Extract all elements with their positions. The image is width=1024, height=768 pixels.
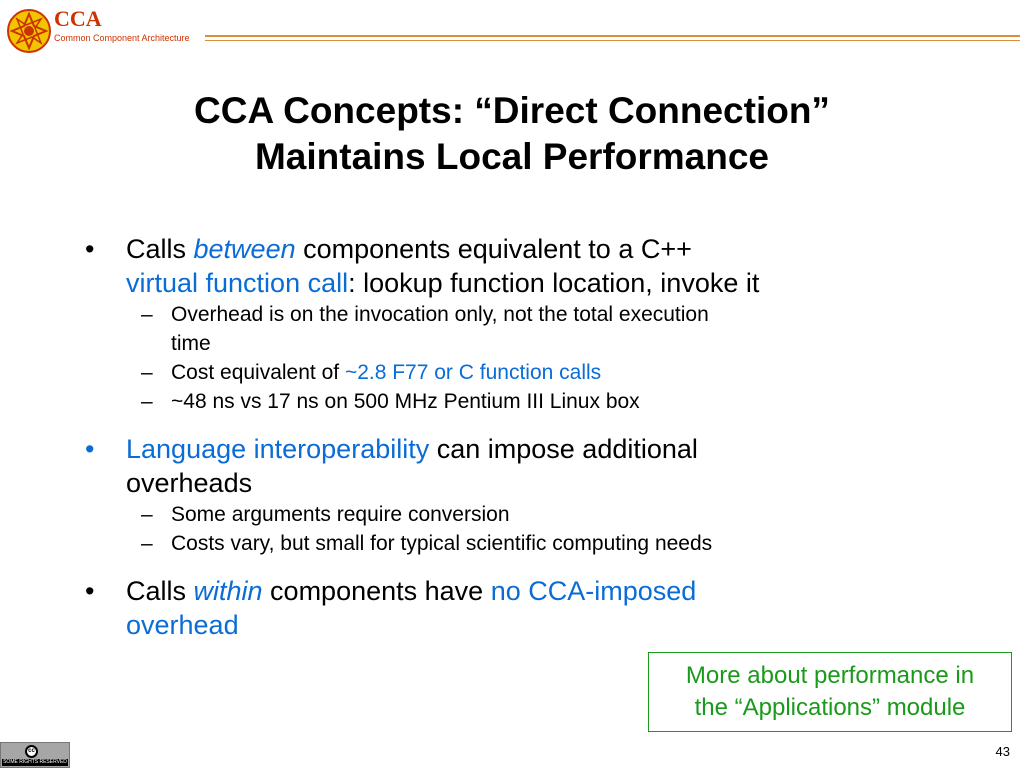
bullet-1-text-c: : lookup function location, invoke it [348, 268, 760, 298]
bullet-1 [85, 232, 945, 300]
bullet-1-highlight: virtual function call [126, 268, 349, 298]
sub-bullet-1-3 [85, 387, 945, 416]
sub-bullet-dash: – [141, 361, 153, 384]
brand-title: CCA [54, 6, 102, 31]
bullet-3 [85, 574, 945, 642]
bullet-1-text-b: components equivalent to a C++ [295, 234, 692, 264]
bullet-3-highlight-cont: overhead [126, 610, 239, 640]
sub-bullet-2-1-text: Some arguments require conversion [171, 503, 510, 526]
bullet-3-text-a: Calls [126, 576, 194, 606]
sub-bullet-1-2-text: Cost equivalent of [171, 361, 345, 384]
brand [54, 8, 190, 43]
bullet-2 [85, 432, 945, 500]
bullet-3-highlight: no CCA-imposed [490, 576, 697, 606]
bullet-3-text-b: components have [262, 576, 491, 606]
sub-bullet-1-1 [85, 300, 945, 358]
sub-bullet-dash: – [141, 532, 153, 555]
sub-bullet-1-3-text: ~48 ns vs 17 ns on 500 MHz Pentium III Linux box [171, 390, 640, 413]
callout-line-1: More about performance in [685, 662, 975, 689]
sub-bullet-1-2-highlight: ~2.8 F77 or C function calls [344, 361, 602, 384]
page-number: 43 [995, 744, 1010, 759]
callout-note [648, 652, 1012, 732]
sub-bullet-1-2 [85, 358, 945, 387]
bullet-1-text-a: Calls [126, 234, 194, 264]
cca-logo-icon [6, 8, 52, 54]
bullet-2-highlight: Language interoperability [126, 434, 430, 464]
sub-bullet-dash: – [141, 503, 153, 526]
sub-bullet-2-1 [85, 500, 945, 529]
bullet-dot: • [85, 434, 95, 464]
bullet-2-text-a: can impose additional [429, 434, 698, 464]
bullet-2-text-b: overheads [126, 468, 253, 498]
bullet-dot: • [85, 234, 95, 264]
bullet-3-emphasis: within [193, 576, 263, 606]
sub-bullet-1-1-text: Overhead is on the invocation only, not the total execution [171, 303, 709, 326]
header-rule [205, 35, 1020, 37]
sub-bullet-dash: – [141, 303, 153, 326]
cc-label: SOME RIGHTS RESERVED [3, 759, 67, 765]
header-rule-thin [205, 40, 1020, 41]
title-line-1: CCA Concepts: “Direct Connection” [194, 90, 830, 131]
sub-bullet-2-2-text: Costs vary, but small for typical scientific computing needs [171, 532, 713, 555]
sub-bullet-dash: – [141, 390, 153, 413]
slide-content [85, 232, 945, 642]
cca-logo [6, 8, 52, 54]
bullet-dot: • [85, 576, 95, 606]
brand-subtitle: Common Component Architecture [54, 33, 190, 43]
cc-icon: cc [25, 745, 38, 758]
creative-commons-badge[interactable] [0, 742, 70, 768]
title-line-2: Maintains Local Performance [254, 136, 770, 177]
callout-line-2: the “Applications” module [694, 694, 966, 721]
sub-bullet-2-2 [85, 529, 945, 558]
sub-bullet-1-1-cont: time [171, 332, 211, 355]
slide-title [60, 88, 964, 180]
bullet-1-emphasis: between [193, 234, 296, 264]
